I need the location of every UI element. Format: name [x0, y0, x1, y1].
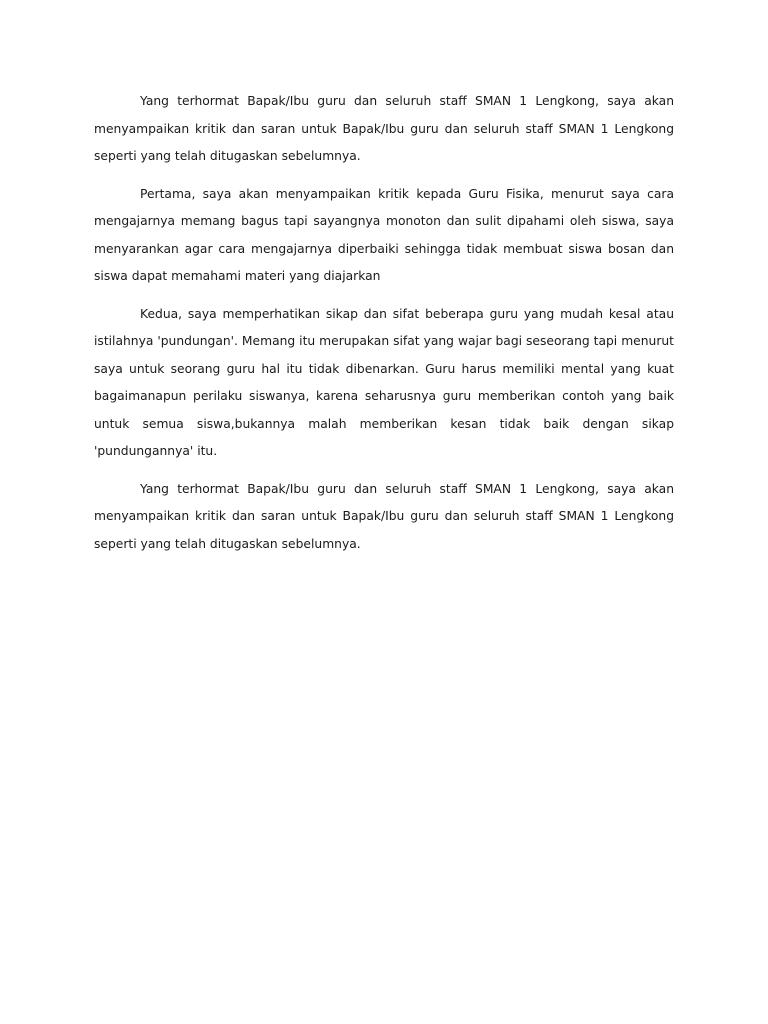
paragraph-second-critique: Kedua, saya memperhatikan sikap dan sifat beberapa guru yang mudah kesal atau istilahnya 'pundungan'. Memang itu merupakan sifat yang wajar bagi seseorang tapi menurut saya untuk seorang guru hal itu tidak dibenarkan. Guru harus memiliki mental yang kuat bagaimanapun perilaku siswanya, karena seharusnya guru memberikan contoh yang baik untuk semua siswa,bukannya malah memberikan kesan tidak baik dengan sikap 'pundungannya' itu.	[94, 306, 674, 458]
paragraph-greeting: Yang terhormat Bapak/Ibu guru dan seluruh staff SMAN 1 Lengkong, saya akan menyampaikan kritik dan saran untuk Bapak/Ibu guru dan seluruh staff SMAN 1 Lengkong seperti yang telah ditugaskan sebelumnya.	[94, 94, 674, 163]
paragraph-first-critique: Pertama, saya akan menyampaikan kritik kepada Guru Fisika, menurut saya cara mengajarnya memang bagus tapi sayangnya monoton dan sulit dipahami oleh siswa, saya menyarankan agar cara mengajarnya diperbaiki sehingga tidak membuat siswa bosan dan siswa dapat memahami materi yang diajarkan	[94, 186, 674, 283]
document-body	[94, 88, 674, 568]
paragraph-closing: Yang terhormat Bapak/Ibu guru dan seluruh staff SMAN 1 Lengkong, saya akan menyampaikan kritik dan saran untuk Bapak/Ibu guru dan seluruh staff SMAN 1 Lengkong seperti yang telah ditugaskan sebelumnya.	[94, 481, 674, 551]
